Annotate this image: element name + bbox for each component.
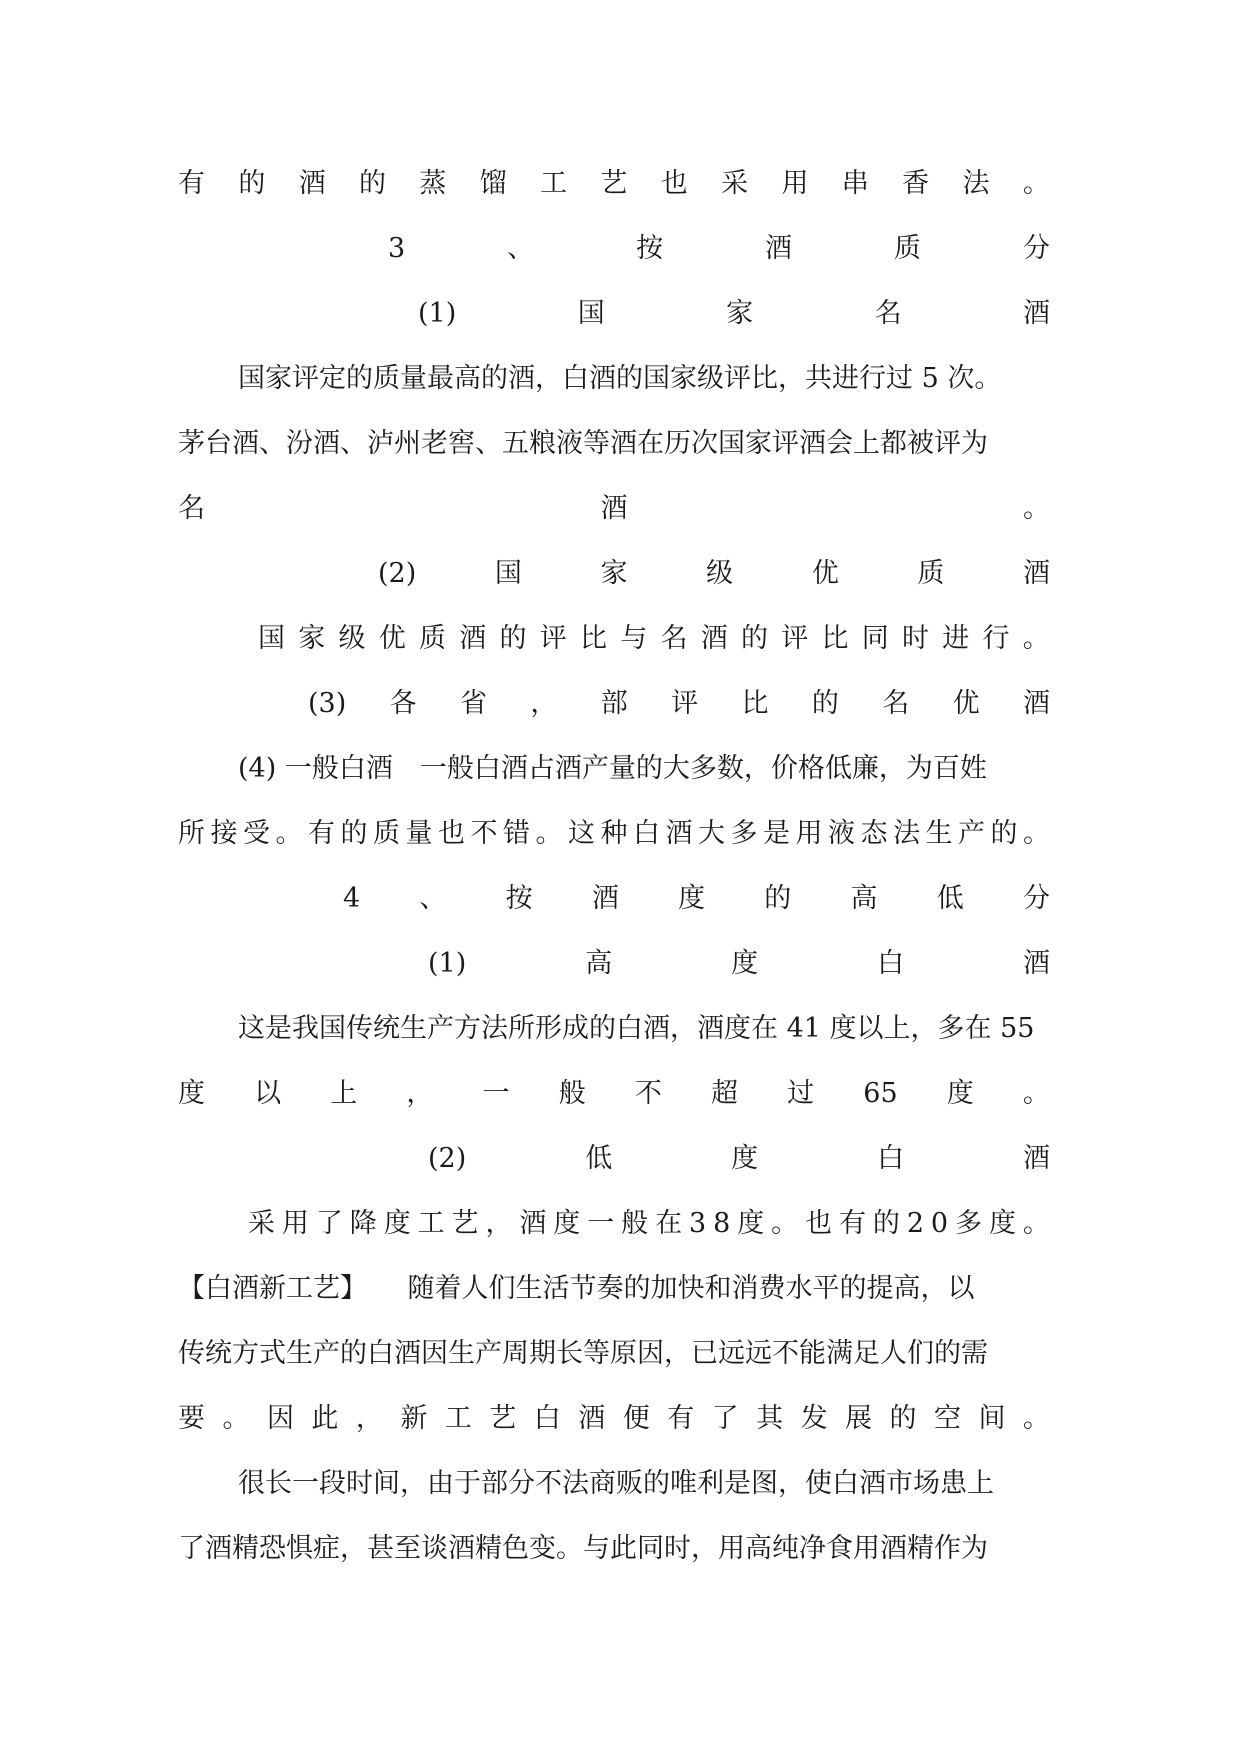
text-token: 其 [756, 1403, 784, 1434]
text-token: (1) [428, 948, 467, 979]
text-line [178, 812, 1050, 856]
text-token: 2 [906, 1208, 924, 1239]
text-token: 酒 [591, 883, 619, 914]
text-token: 评 [671, 688, 699, 719]
text-token: 产 [958, 818, 985, 849]
text-token: 是 [763, 818, 790, 849]
text-token: 0 [930, 1208, 949, 1239]
text-token: 白 [877, 948, 905, 979]
text-token: (2) [378, 558, 417, 589]
text-token: 。 [535, 818, 563, 849]
text-token: 度 [731, 1143, 759, 1174]
text-token: 高 [850, 883, 878, 914]
text-token: 也 [660, 168, 688, 199]
text-token: 所 [178, 818, 205, 849]
text-token: 也 [438, 818, 465, 849]
text-token: 间 [978, 1403, 1006, 1434]
text-token: 种 [600, 818, 628, 849]
text-token: 也 [805, 1208, 833, 1239]
text-token: 受 [243, 818, 270, 849]
text-token: 度 [731, 948, 759, 979]
text-token: 、 [507, 233, 535, 264]
text-token: 的 [340, 818, 368, 849]
text-token: 部 [600, 688, 628, 719]
text-token: 酒 [1023, 1143, 1050, 1174]
text-line [388, 227, 1050, 271]
text-token: 的 [741, 623, 768, 654]
text-token: 白 [877, 1143, 905, 1174]
text-line [343, 877, 1050, 921]
text-token: 度 [383, 1208, 411, 1239]
text-token: 一 [587, 1208, 615, 1239]
text-token: 度 [678, 883, 706, 914]
text-token: 酒 [1023, 558, 1050, 589]
text-token: 名 [178, 493, 205, 524]
text-line: 了酒精恐惧症，甚至谈酒精色变。与此同时，用高纯净食用酒精作为 [178, 1533, 988, 1564]
text-token: 降 [349, 1208, 377, 1239]
text-token: ， [485, 1208, 513, 1239]
text-line: 茅台酒、汾酒、泸州老窖、五粮液等酒在历次国家评酒会上都被评为 [178, 428, 988, 459]
text-token: 发 [800, 1403, 828, 1434]
text-token: 的 [990, 818, 1018, 849]
text-token: 国 [577, 298, 605, 329]
text-token: 国 [494, 558, 522, 589]
text-line: 这是我国传统生产方法所形成的白酒，酒度在 41 度以上，多在 55 [238, 1013, 1035, 1044]
text-token: 分 [1022, 883, 1050, 914]
text-token: 8 [713, 1208, 731, 1239]
text-token: 优 [952, 688, 980, 719]
text-line [428, 1137, 1050, 1181]
text-token: 生 [925, 818, 953, 849]
text-token: 馏 [479, 168, 507, 199]
text-token: 家 [726, 298, 754, 329]
text-token: 用 [281, 1208, 309, 1239]
text-token: 新 [400, 1403, 428, 1434]
text-token: 有 [308, 818, 335, 849]
text-token: 酒 [298, 168, 326, 199]
text-token: 了 [315, 1208, 343, 1239]
text-token: 此 [311, 1403, 339, 1434]
text-token: 度 [737, 1208, 765, 1239]
text-token: 般 [558, 1078, 586, 1109]
text-token: 液 [828, 818, 855, 849]
text-token: 国 [258, 623, 285, 654]
text-token: 的 [359, 168, 387, 199]
text-token: 质 [373, 818, 400, 849]
text-token: 质 [419, 623, 446, 654]
text-token: 质 [894, 233, 921, 264]
text-token: 。 [275, 818, 303, 849]
text-token: 度 [553, 1208, 581, 1239]
text-token: 4 [343, 883, 361, 914]
text-token: 名 [882, 688, 910, 719]
text-token: 。 [1022, 1078, 1050, 1109]
text-token: 量 [405, 818, 433, 849]
text-token: 3 [688, 1208, 707, 1239]
text-token: 工 [540, 168, 568, 199]
text-token: 各 [389, 688, 417, 719]
text-token: 级 [338, 623, 366, 654]
text-token: 3 [388, 233, 406, 264]
text-token: (3) [308, 688, 347, 719]
text-token: 艺 [600, 168, 628, 199]
text-token: 比 [580, 623, 607, 654]
text-token: 要 [178, 1403, 205, 1434]
text-token: 用 [781, 168, 809, 199]
text-token: 般 [621, 1208, 649, 1239]
text-token: 评 [539, 623, 567, 654]
text-line [258, 617, 1050, 661]
text-token: 艺 [451, 1208, 479, 1239]
text-token: 接 [210, 818, 238, 849]
text-line: 国家评定的质量最高的酒，白酒的国家级评比，共进行过 5 次。 [238, 363, 1002, 394]
text-token: 过 [787, 1078, 815, 1109]
text-token: 酒 [519, 1208, 547, 1239]
text-token: 、 [419, 883, 447, 914]
text-token: 以 [254, 1078, 282, 1109]
text-token: 家 [600, 558, 628, 589]
text-token: 酒 [1023, 688, 1050, 719]
text-token: 酒 [665, 818, 693, 849]
text-token: 酒 [765, 233, 793, 264]
text-token: 不 [470, 818, 498, 849]
text-token: 行 [982, 623, 1010, 654]
text-token: 酒 [700, 623, 728, 654]
text-token: 酒 [459, 623, 487, 654]
text-token: 分 [1022, 233, 1050, 264]
text-token: 低 [585, 1143, 613, 1174]
text-token: 低 [936, 883, 964, 914]
text-token: 用 [795, 818, 823, 849]
text-token: 酒 [1023, 298, 1050, 329]
text-token: 的 [811, 688, 839, 719]
text-token: ， [406, 1078, 434, 1109]
text-token: 蒸 [419, 168, 447, 199]
text-token: 白 [633, 818, 660, 849]
text-line [418, 292, 1050, 336]
text-token: 按 [505, 883, 533, 914]
text-line [428, 942, 1050, 986]
text-token: 质 [917, 558, 945, 589]
text-token: 工 [417, 1208, 445, 1239]
text-line [178, 487, 1050, 531]
text-token: 错 [503, 818, 530, 849]
text-line: 传统方式生产的白酒因生产周期长等原因，已远远不能满足人们的需 [178, 1338, 988, 1369]
text-token: 同 [861, 623, 889, 654]
text-token: 酒 [578, 1403, 606, 1434]
text-token: 上 [330, 1078, 358, 1109]
text-token: 。 [1022, 1403, 1050, 1434]
text-token: 便 [622, 1403, 650, 1434]
text-token: 与 [620, 623, 648, 654]
text-token: 比 [741, 688, 769, 719]
text-token: (1) [418, 298, 457, 329]
text-token: 有 [838, 1208, 866, 1239]
text-token: 优 [811, 558, 839, 589]
text-token: (2) [428, 1143, 467, 1174]
text-token: 香 [902, 168, 930, 199]
text-token: 有 [667, 1403, 695, 1434]
text-line [178, 1072, 1050, 1116]
text-token: 态 [860, 818, 888, 849]
text-line: 【白酒新工艺】 随着人们生活节奏的加快和消费水平的提高，以 [178, 1273, 975, 1304]
text-token: 省 [460, 688, 487, 719]
text-token: 进 [942, 623, 970, 654]
text-token: ， [355, 1403, 383, 1434]
text-token: 。 [1023, 493, 1050, 524]
text-token: 的 [499, 623, 527, 654]
text-token: 。 [1023, 818, 1050, 849]
text-token: 串 [841, 168, 869, 199]
text-line [378, 552, 1050, 596]
text-token: 的 [238, 168, 266, 199]
text-token: 一 [482, 1078, 510, 1109]
text-token: 在 [655, 1208, 683, 1239]
text-line: 很长一段时间，由于部分不法商贩的唯利是图，使白酒市场患上 [238, 1468, 994, 1499]
text-token: 采 [248, 1208, 275, 1239]
text-token: 酒 [600, 493, 628, 524]
text-token: 法 [962, 168, 990, 199]
text-token: 大 [698, 818, 725, 849]
text-line [248, 1202, 1050, 1246]
text-token: 。 [1022, 1208, 1050, 1239]
text-token: 。 [222, 1403, 250, 1434]
text-token: 艺 [489, 1403, 517, 1434]
text-token: 的 [872, 1208, 900, 1239]
text-line [178, 1397, 1050, 1441]
text-token: 家 [298, 623, 326, 654]
text-line [308, 682, 1050, 726]
text-token: 展 [845, 1403, 873, 1434]
text-token: ， [530, 688, 558, 719]
text-token: 名 [874, 298, 902, 329]
text-token: 。 [1022, 168, 1050, 199]
text-token: 名 [660, 623, 688, 654]
text-token: 不 [634, 1078, 662, 1109]
text-token: 采 [721, 168, 749, 199]
text-line: (4) 一般白酒 一般白酒占酒产量的大多数，价格低廉，为百姓 [238, 753, 987, 784]
text-token: 超 [710, 1078, 738, 1109]
text-token: 因 [266, 1403, 294, 1434]
text-token: 65 [863, 1078, 898, 1109]
text-token: 的 [889, 1403, 917, 1434]
text-token: 工 [444, 1403, 472, 1434]
text-token: 空 [933, 1403, 961, 1434]
text-token: 的 [764, 883, 792, 914]
text-token: 法 [893, 818, 920, 849]
text-token: 级 [706, 558, 734, 589]
text-token: 了 [711, 1403, 739, 1434]
text-token: 时 [902, 623, 929, 654]
text-token: 度 [178, 1078, 205, 1109]
text-token: 高 [585, 948, 613, 979]
text-token: 多 [730, 818, 758, 849]
text-token: 按 [636, 233, 664, 264]
text-token: 。 [1022, 623, 1050, 654]
text-token: 。 [771, 1208, 799, 1239]
text-token: 多 [955, 1208, 983, 1239]
text-token: 度 [988, 1208, 1016, 1239]
text-token: 这 [568, 818, 595, 849]
text-token: 酒 [1023, 948, 1050, 979]
text-token: 优 [378, 623, 406, 654]
text-token: 白 [533, 1403, 561, 1434]
text-token: 评 [781, 623, 809, 654]
text-token: 有 [178, 168, 205, 199]
text-token: 比 [821, 623, 849, 654]
text-line [178, 162, 1050, 206]
text-token: 度 [946, 1078, 974, 1109]
